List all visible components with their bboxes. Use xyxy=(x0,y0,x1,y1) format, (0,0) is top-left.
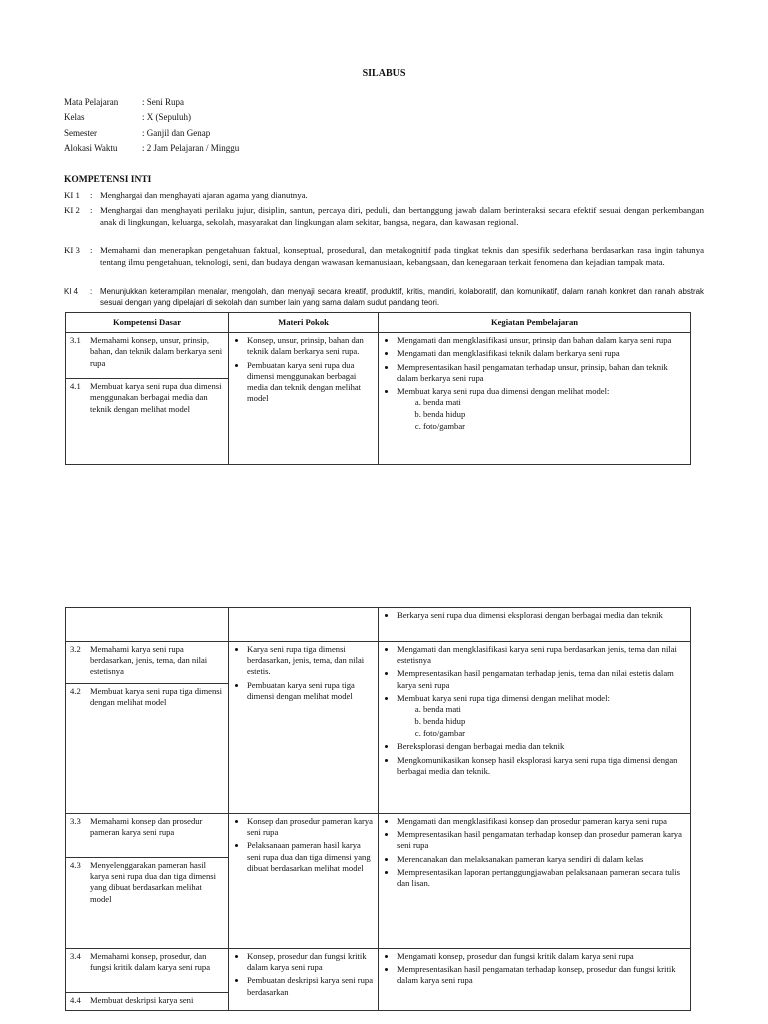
list-item: • Konsep, prosedur dan fungsi kritik dalam karya seni rupa xyxy=(247,951,374,973)
syllabus-table-continued xyxy=(65,607,691,1011)
list-item: • Konsep dan prosedur pameran karya seni rupa xyxy=(247,816,374,838)
list-item-text: Membuat karya seni rupa tiga dimensi dengan melihat model: xyxy=(397,692,610,703)
kegiatan-cell xyxy=(379,642,691,814)
kd-text: Membuat karya seni rupa dua dimensi menggunakan berbagai media dan teknik dengan melihat model xyxy=(90,381,222,414)
kd-number: 4.4 xyxy=(70,995,81,1005)
kd-number: 3.3 xyxy=(70,816,81,826)
ki-item xyxy=(64,245,704,268)
kd-number: 4.2 xyxy=(70,686,81,696)
table-row xyxy=(66,949,691,1011)
list-item: • Mengkomunikasikan konsep hasil eksplorasi karya seni rupa tiga dimensi dengan berbagai media dan teknik. xyxy=(397,755,686,777)
ki-label: KI 4 xyxy=(64,287,79,296)
kd-number: 3.4 xyxy=(70,951,81,961)
kd-text: Memahami karya seni rupa berdasarkan, jenis, tema, dan nilai estetisnya xyxy=(90,644,208,677)
kd-cell xyxy=(66,608,229,642)
ki-text: Menghargai dan menghayati perilaku jujur, disiplin, santun, percaya diri, peduli, dan bertanggung jawab dalam berinteraksi secara efektif sesuai dengan perkembangan anak di lingkungan, keluarga, sekolah, masyarakat dan lingkungan alam sekitar, bangsa, negara, dan kawasan regional. xyxy=(100,205,704,227)
ki-label: KI 2 xyxy=(64,205,80,215)
kegiatan-cell xyxy=(379,608,691,642)
meta-row xyxy=(64,143,364,158)
meta-value: : 2 Jam Pelajaran / Minggu xyxy=(142,142,240,153)
kd-text: Membuat karya seni rupa tiga dimensi dengan melihat model xyxy=(90,686,222,708)
sub-item: c. foto/gambar xyxy=(423,421,686,432)
meta-row xyxy=(64,128,364,143)
table-row xyxy=(66,608,691,642)
kd-cell xyxy=(66,949,229,1011)
meta-key: Kelas xyxy=(64,112,85,123)
list-item: • Mengamati dan mengklasifikasi unsur, prinsip dan bahan dalam karya seni rupa xyxy=(397,335,686,346)
kd-number: 4.3 xyxy=(70,860,81,870)
kd-cell xyxy=(66,642,229,814)
header-kd: Kompetensi Dasar xyxy=(66,313,229,333)
materi-cell xyxy=(229,814,379,949)
sub-item: c. foto/gambar xyxy=(423,728,686,739)
ki-text: Menghargai dan menghayati ajaran agama yang dianutnya. xyxy=(100,190,308,200)
ki-colon: : xyxy=(90,287,93,296)
list-item: • Mempresentasikan hasil pengamatan terhadap unsur, prinsip, bahan dan teknik dalam berkarya seni rupa xyxy=(397,362,686,384)
list-item xyxy=(397,693,686,740)
sub-item: b. benda hidup xyxy=(423,409,686,420)
meta-row xyxy=(64,112,364,127)
kd-text: Membuat deskripsi karya seni xyxy=(90,995,194,1005)
list-item: • Mengamati dan mengklasifikasi karya seni rupa berdasarkan jenis, tema dan nilai estetisnya xyxy=(397,644,686,666)
kegiatan-cell xyxy=(379,333,691,465)
table-row xyxy=(66,642,691,814)
kd-number: 3.1 xyxy=(70,335,81,346)
ki-label: KI 3 xyxy=(64,245,80,255)
ki-item xyxy=(64,190,704,202)
kd-item xyxy=(66,992,228,1009)
kd-text: Memahami konsep, prosedur, dan fungsi kritik dalam karya seni rupa xyxy=(90,951,211,973)
ki-colon: : xyxy=(90,190,93,200)
list-item: • Mempresentasikan hasil pengamatan terhadap konsep, prosedur dan fungsi kritik dalam karya seni rupa xyxy=(397,964,686,986)
list-item: • Mengamati konsep, prosedur dan fungsi kritik dalam karya seni rupa xyxy=(397,951,686,962)
table-row xyxy=(66,814,691,949)
sub-item: a. benda mati xyxy=(423,704,686,715)
kd-item xyxy=(66,683,228,711)
kegiatan-cell xyxy=(379,814,691,949)
table-header-row xyxy=(66,313,691,333)
meta-value: : X (Sepuluh) xyxy=(142,112,191,123)
sub-item: a. benda mati xyxy=(423,397,686,408)
kd-item xyxy=(66,949,228,992)
kd-text: Menyelenggarakan pameran hasil karya seni rupa dua dan tiga dimensi yang dibuat berdasarkan melihat model xyxy=(90,860,217,904)
kd-item xyxy=(66,642,228,683)
header-materi: Materi Pokok xyxy=(229,313,379,333)
list-item-text: Membuat karya seni rupa dua dimensi dengan melihat model: xyxy=(397,385,610,396)
list-item xyxy=(397,386,686,433)
kd-number: 4.1 xyxy=(70,381,81,392)
list-item: • Mempresentasikan hasil pengamatan terhadap jenis, tema dan nilai estetis dalam karya seni rupa xyxy=(397,668,686,690)
header-kegiatan: Kegiatan Pembelajaran xyxy=(379,313,691,333)
table-row xyxy=(66,333,691,465)
kd-item xyxy=(66,333,228,378)
meta-key: Mata Pelajaran xyxy=(64,97,119,107)
ki-heading: KOMPETENSI INTI xyxy=(64,175,152,185)
list-item: • Karya seni rupa tiga dimensi berdasarkan, jenis, tema, dan nilai estetis. xyxy=(247,644,374,678)
kd-text: Memahami konsep dan prosedur pameran karya seni rupa xyxy=(90,816,203,838)
kd-cell xyxy=(66,333,229,465)
meta-value: : Ganjil dan Genap xyxy=(142,127,211,138)
meta-row xyxy=(64,97,364,112)
ki-label: KI 1 xyxy=(64,190,80,200)
list-item: • Pembuatan karya seni rupa tiga dimensi dengan melihat model xyxy=(247,680,374,702)
materi-cell xyxy=(229,949,379,1011)
ki-text: Memahami dan menerapkan pengetahuan faktual, konseptual, prosedural, dan metakognitif pada tingkat teknis dan spesifik sederhana berdasarkan rasa ingin tahunya tentang ilmu pengetahuan, teknologi, seni, dan budaya dengan wawasan kemanusiaan, kebangsaan, dan kenegaraan terkait fenomena dan kejadian tampak mata. xyxy=(100,245,704,267)
ki-colon: : xyxy=(90,245,93,255)
syllabus-table xyxy=(65,312,691,465)
list-item: • Pembuatan deskripsi karya seni rupa berdasarkan xyxy=(247,975,374,997)
materi-cell xyxy=(229,642,379,814)
ki-text: Menunjukkan keterampilan menalar, mengolah, dan menyaji secara kreatif, produktif, kritis, mandiri, kolaboratif, dan komunikatif, dalam ranah konkret dan ranah abstrak sesuai dengan yang dipelajari di sekolah dan sumber lain yang sama dalam sudut pandang teori. xyxy=(100,287,704,308)
meta-key: Semester xyxy=(64,127,97,138)
kegiatan-cell xyxy=(379,949,691,1011)
list-item: • Mempresentasikan laporan pertanggungjawaban pelaksanaan pameran secara tulis dan lisan. xyxy=(397,867,686,889)
kd-text: Memahami konsep, unsur, prinsip, bahan, dan teknik dalam berkarya seni rupa xyxy=(90,335,223,368)
list-item: • Konsep, unsur, prinsip, bahan dan teknik dalam berkarya seni rupa. xyxy=(247,335,374,357)
list-item: • Pembuatan karya seni rupa dua dimensi menggunakan berbagai media dan teknik dengan melihat model xyxy=(247,360,374,405)
ki-item xyxy=(64,205,704,228)
list-item: • Mempresentasikan hasil pengamatan terhadap konsep dan prosedur pameran karya seni rupa xyxy=(397,829,686,851)
list-item: • Berkarya seni rupa dua dimensi eksplorasi dengan berbagai media dan teknik xyxy=(397,610,686,621)
meta-value: : Seni Rupa xyxy=(142,97,184,107)
list-item: • Mengamati dan mengklasifikasi teknik dalam berkarya seni rupa xyxy=(397,348,686,359)
list-item: • Mengamati dan mengklasifikasi konsep dan prosedur pameran karya seni rupa xyxy=(397,816,686,827)
meta-key: Alokasi Waktu xyxy=(64,142,118,153)
ki-item xyxy=(64,286,704,308)
sub-item: b. benda hidup xyxy=(423,716,686,727)
kd-item xyxy=(66,378,228,418)
ki-colon: : xyxy=(90,205,93,215)
kd-item xyxy=(66,814,228,857)
kd-number: 3.2 xyxy=(70,644,81,654)
materi-cell xyxy=(229,333,379,465)
kd-item xyxy=(66,857,228,908)
list-item: • Bereksplorasi dengan berbagai media dan teknik xyxy=(397,741,686,752)
kd-cell xyxy=(66,814,229,949)
list-item: • Merencanakan dan melaksanakan pameran karya sendiri di dalam kelas xyxy=(397,854,686,865)
document-title: SILABUS xyxy=(362,68,406,79)
materi-cell xyxy=(229,608,379,642)
list-item: • Pelaksanaan pameran hasil karya seni rupa dua dan tiga dimensi yang dibuat berdasarkan melihat model xyxy=(247,840,374,874)
subject-meta xyxy=(64,97,364,158)
